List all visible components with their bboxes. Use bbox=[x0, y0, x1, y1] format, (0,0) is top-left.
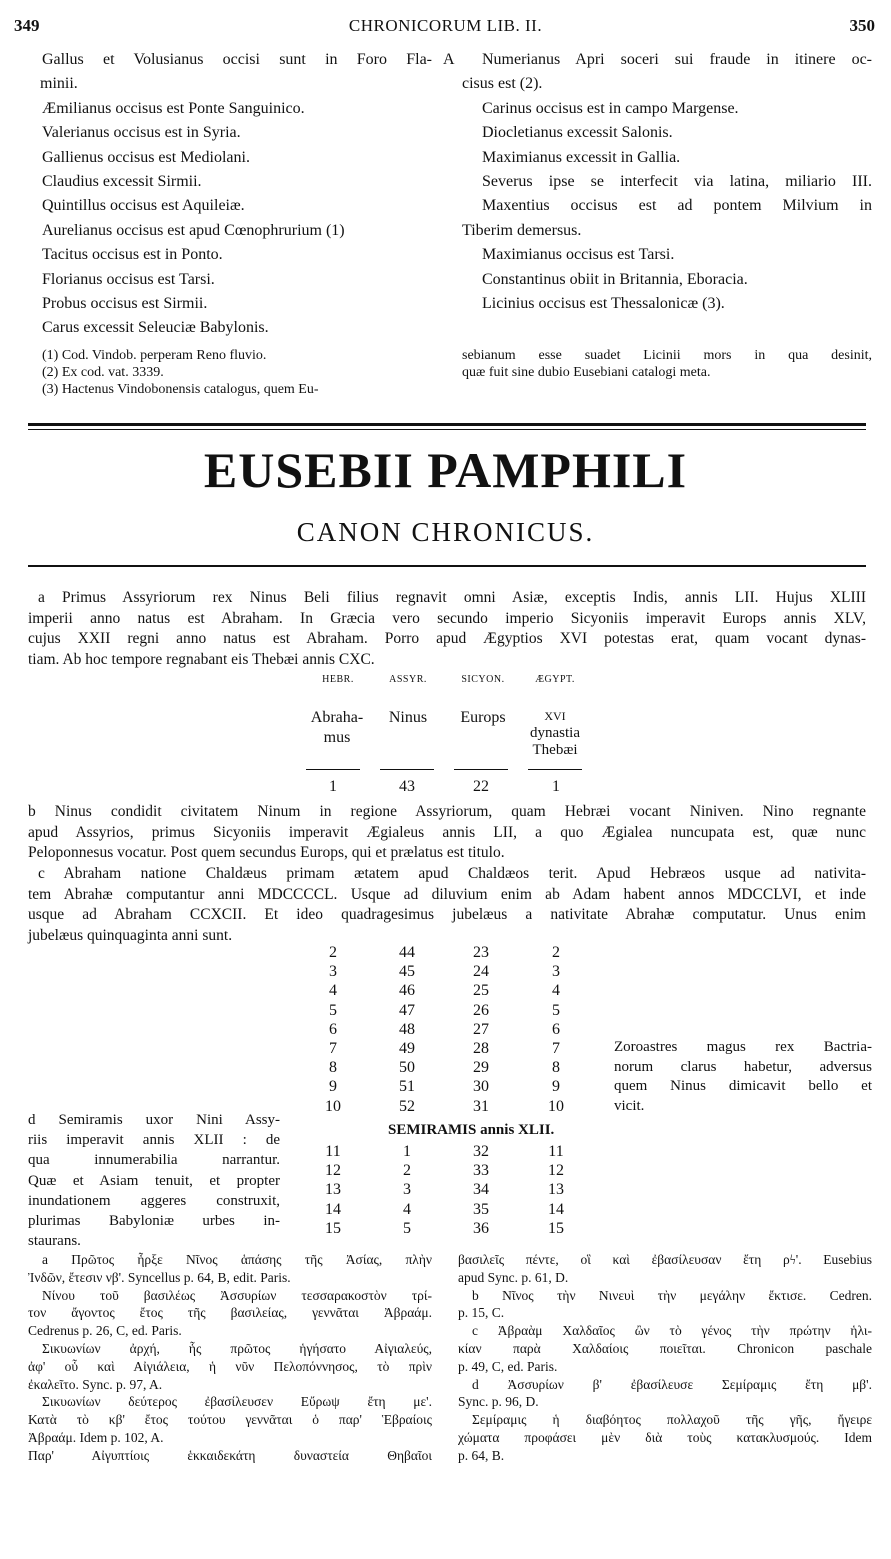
emperor-line: Gallus et Volusianus occisi sunt in Foro Fla- bbox=[42, 51, 432, 68]
greek-note-line: κίαν παρὰ Χαλδαίοις ποιεῖται. Chronicon paschale bbox=[458, 1341, 872, 1356]
paragraph-line: tem Abrahæ computantur anni MDCCCCL. Usque ad diluvium enim ab Adam habent annos MDCCLVI, et inde bbox=[28, 885, 866, 903]
table-cell: 24 bbox=[473, 963, 489, 981]
table-cell: 35 bbox=[473, 1200, 489, 1218]
table-cell: 32 bbox=[473, 1143, 489, 1160]
emperor-line: Constantinus obiit in Britannia, Eboracia. bbox=[482, 270, 748, 288]
greek-note-line: βασιλεῖς πέντε, οἳ καὶ ἐβασίλευσαν ἔτη ρϟ'. Eusebius bbox=[458, 1252, 872, 1267]
emperor-line: Tacitus occisus est in Ponto. bbox=[42, 246, 223, 264]
greek-note-line: Cedrenus p. 26, C, ed. Paris. bbox=[28, 1323, 182, 1339]
table-cell: 9 bbox=[552, 1078, 560, 1096]
section-divider-thick bbox=[28, 423, 866, 426]
column-header-sicyon: SICYON. bbox=[461, 674, 505, 685]
table-cell: 46 bbox=[399, 982, 415, 1000]
greek-note-line: p. 15, C. bbox=[458, 1305, 505, 1321]
table-cell: 43 bbox=[399, 778, 415, 795]
greek-note-line: ἐκαλεῖτο. Sync. p. 97, A. bbox=[28, 1376, 163, 1392]
emperor-line: Gallienus occisus est Mediolani. bbox=[42, 148, 250, 166]
table-cell: 44 bbox=[399, 944, 415, 961]
column-header-hebr: HEBR. bbox=[322, 674, 354, 685]
emperor-line: Numerianus Apri soceri sui fraude in itinere oc- bbox=[482, 51, 872, 68]
paragraph-line: apud Assyrios, primus Sicyoniis imperavit Ægialeus annis LII, a quo Ægialea nuncupata est, quæ nunc bbox=[28, 823, 866, 841]
table-cell: 3 bbox=[329, 963, 337, 981]
left-page-number: 349 bbox=[14, 16, 40, 35]
emperor-line: Florianus occisus est Tarsi. bbox=[42, 270, 215, 288]
name-assyr: Ninus bbox=[388, 709, 428, 726]
greek-note-line: Σικυωνίων ἀρχή, ἧς πρῶτος ἡγήσατο Αἰγιαλεύς, bbox=[42, 1341, 432, 1356]
greek-note-line: Σεμίραμις ἡ διαβόητος πολλαχοῦ τῆς γῆς, ἤγειρε bbox=[472, 1412, 872, 1428]
table-cell: 27 bbox=[473, 1020, 489, 1038]
table-cell: 36 bbox=[473, 1219, 489, 1237]
table-cell: 9 bbox=[329, 1078, 337, 1096]
emperor-line: minii. bbox=[40, 75, 78, 93]
table-cell: 5 bbox=[403, 1219, 411, 1237]
greek-note-line: p. 64, B. bbox=[458, 1447, 505, 1463]
emperor-line: Aurelianus occisus est apud Cœnophrurium (1) bbox=[42, 221, 345, 239]
paragraph-line: imperii anno natus est Abraham. In Græcia vero secundo imperio Sicyoniis imperavit Europs annis XLV, bbox=[28, 609, 866, 627]
sub-title: CANON CHRONICUS. bbox=[296, 517, 595, 547]
table-cell: 7 bbox=[329, 1040, 337, 1057]
table-cell: 11 bbox=[548, 1143, 564, 1160]
table-cell: 4 bbox=[403, 1200, 411, 1218]
greek-note-line: τον ἄγοντος ἔτος τῆς βασιλείας, γεννᾶται Ἀβραάμ. bbox=[28, 1305, 432, 1321]
note-line: staurans. bbox=[28, 1233, 81, 1250]
table-cell: 13 bbox=[548, 1181, 564, 1199]
table-cell: 52 bbox=[399, 1097, 415, 1115]
table-cell: 1 bbox=[552, 778, 560, 795]
footnote-line: (2) Ex cod. vat. 3339. bbox=[42, 365, 164, 380]
greek-note-line: Ἀβραάμ. Idem p. 102, A. bbox=[28, 1430, 164, 1445]
emperor-line: Æmilianus occisus est Ponte Sanguinico. bbox=[42, 99, 305, 117]
table-rule bbox=[306, 769, 360, 770]
emperor-line: cisus est (2). bbox=[462, 75, 543, 93]
table-cell: 45 bbox=[399, 963, 415, 981]
name-sicyon: Europs bbox=[460, 709, 506, 726]
semiramis-heading: SEMIRAMIS annis XLII. bbox=[388, 1122, 555, 1138]
table-cell: 2 bbox=[403, 1162, 411, 1180]
table-cell: 29 bbox=[473, 1059, 489, 1077]
emperor-line: Quintillus occisus est Aquileiæ. bbox=[42, 197, 245, 215]
paragraph-line: Peloponnesus vocatur. Post quem secundus Europs, qui et prælatus est titulo. bbox=[28, 844, 505, 861]
table-cell: 1 bbox=[329, 778, 337, 795]
emperor-line: Maximianus excessit in Gallia. bbox=[482, 148, 681, 166]
table-cell: 23 bbox=[473, 944, 489, 961]
table-cell: 50 bbox=[399, 1059, 415, 1077]
greek-note-line: Σικυωνίων δεύτερος ἐβασίλευσεν Εὔρωψ ἔτη με'. bbox=[42, 1394, 432, 1410]
footnote-line: (3) Hactenus Vindobonensis catalogus, quem Eu- bbox=[42, 382, 319, 397]
emperor-line: Probus occisus est Sirmii. bbox=[42, 295, 208, 312]
table-cell: 3 bbox=[403, 1181, 411, 1199]
table-cell: 26 bbox=[473, 1001, 489, 1019]
table-cell: 5 bbox=[329, 1001, 337, 1019]
note-line: norum clarus habetur, adversus bbox=[614, 1058, 872, 1075]
footnote-line: sebianum esse suadet Licinii mors in qua desinit, bbox=[462, 348, 872, 363]
paragraph-line: c Abraham natione Chaldæus primam ætatem apud Chaldæos terit. Apud Hebræos usque ad nativita- bbox=[38, 865, 866, 882]
note-line: d Semiramis uxor Nini Assy- bbox=[28, 1112, 280, 1128]
table-cell: 22 bbox=[473, 778, 489, 795]
emperor-line: Maxentius occisus est ad pontem Milvium in bbox=[482, 197, 872, 215]
emperor-line: Carus excessit Seleuciæ Babylonis. bbox=[42, 319, 269, 337]
table-cell: 3 bbox=[552, 963, 560, 981]
greek-note-line: a Πρῶτος ἦρξε Νῖνος ἁπάσης τῆς Ἀσίας, πλὴν bbox=[42, 1252, 432, 1267]
greek-note-line: Παρ' Αἰγυπτίοις ἑκκαιδεκάτη δυναστεία Θηβαῖοι bbox=[28, 1447, 432, 1463]
name-hebr: Abraha- mus bbox=[310, 709, 364, 746]
emperor-line: Carinus occisus est in campo Margense. bbox=[482, 99, 739, 117]
note-line: plurimas Babyloniæ urbes in- bbox=[28, 1213, 280, 1229]
emperor-line: Severus ipse se interfecit via latina, miliario III. bbox=[482, 173, 872, 190]
note-line: Zoroastres magus rex Bactria- bbox=[614, 1039, 872, 1055]
footnote-line: (1) Cod. Vindob. perperam Reno fluvio. bbox=[42, 348, 267, 363]
paragraph-line: a Primus Assyriorum rex Ninus Beli filius regnavit omni Asiæ, exceptis Indis, annis LII. Hujus XLIII bbox=[38, 589, 866, 606]
name-aegypt: XVI dynastia Thebæi bbox=[530, 709, 580, 758]
table-rule bbox=[380, 769, 434, 770]
table-cell: 11 bbox=[325, 1143, 341, 1160]
table-cell: 31 bbox=[473, 1097, 489, 1115]
section-divider-thin bbox=[28, 429, 866, 430]
table-cell: 14 bbox=[325, 1200, 341, 1218]
running-title: CHRONICORUM LIB. II. bbox=[348, 16, 543, 35]
table-cell: 30 bbox=[473, 1078, 489, 1096]
table-cell: 13 bbox=[325, 1181, 341, 1199]
paragraph-line: usque ad Abraham CCXCII. Et ideo quadragesimus jubelæus a nativitate Abrahæ computatur. Unus enim bbox=[28, 906, 866, 923]
table-cell: 14 bbox=[548, 1200, 564, 1218]
table-cell: 2 bbox=[552, 944, 560, 961]
column-header-assyr: ASSYR. bbox=[389, 674, 427, 685]
table-cell: 4 bbox=[552, 982, 560, 1000]
emperor-line: Claudius excessit Sirmii. bbox=[42, 173, 202, 190]
table-cell: 6 bbox=[329, 1020, 337, 1038]
table-cell: 2 bbox=[329, 944, 337, 961]
emperor-line: Maximianus occisus est Tarsi. bbox=[482, 246, 675, 264]
table-cell: 10 bbox=[325, 1097, 341, 1115]
greek-note-line: c Ἀβραὰμ Χαλδαῖος ὢν τὸ γένος τὴν πρώτην ἡλι- bbox=[472, 1323, 872, 1339]
table-cell: 8 bbox=[329, 1059, 337, 1077]
table-cell: 15 bbox=[325, 1219, 341, 1237]
note-line: qua innumerabilia narrantur. bbox=[28, 1152, 280, 1169]
greek-note-line: apud Sync. p. 61, D. bbox=[458, 1269, 569, 1285]
right-page-number: 350 bbox=[849, 16, 875, 35]
note-line: Quæ et Asiam tenuit, et propter bbox=[28, 1172, 280, 1189]
title-underline bbox=[28, 565, 866, 567]
greek-note-line: Κατὰ τὸ κβ' ἔτος τούτου γεννᾶται ὁ παρ' Ἑβραίοις bbox=[28, 1412, 432, 1428]
note-line: inundationem aggeres construxit, bbox=[28, 1192, 280, 1209]
column-header-aegypt: ÆGYPT. bbox=[535, 674, 575, 685]
table-cell: 1 bbox=[403, 1143, 411, 1160]
table-rule bbox=[528, 769, 582, 770]
table-cell: 15 bbox=[548, 1219, 564, 1237]
greek-note-line: d Ἀσσυρίων β' ἐβασίλευσε Σεμίραμις ἔτη μβ'. bbox=[472, 1376, 872, 1392]
table-cell: 4 bbox=[329, 982, 337, 1000]
table-cell: 12 bbox=[325, 1162, 341, 1180]
table-cell: 49 bbox=[399, 1040, 415, 1057]
greek-note-line: ἀφ' οὗ καὶ Αἰγιάλεια, ἡ νῦν Πελοπόννησος, τὸ πρὶν bbox=[28, 1358, 432, 1374]
main-title: EUSEBII PAMPHILI bbox=[203, 442, 688, 498]
table-cell: 7 bbox=[552, 1040, 560, 1057]
emperor-line: Diocletianus excessit Salonis. bbox=[482, 124, 673, 142]
table-cell: 34 bbox=[473, 1181, 489, 1199]
table-cell: 51 bbox=[399, 1078, 415, 1096]
emperor-line: Licinius occisus est Thessalonicæ (3). bbox=[482, 295, 725, 312]
table-cell: 5 bbox=[552, 1001, 560, 1019]
greek-note-line: χώματα προφάσει μὲν διὰ τοὺς κατακλυσμούς. Idem bbox=[458, 1430, 872, 1445]
greek-note-line: b Νῖνος τὴν Νινευὶ τὴν μεγάλην ἔκτισε. Cedren. bbox=[472, 1287, 872, 1303]
paragraph-line: b Ninus condidit civitatem Ninum in regione Assyriorum, quam Hebræi vocant Niniven. Nino regnante bbox=[28, 803, 866, 820]
table-cell: 48 bbox=[399, 1020, 415, 1038]
emperor-line: Valerianus occisus est in Syria. bbox=[42, 124, 241, 142]
paragraph-line: jubelæus quinquaginta anni sunt. bbox=[28, 926, 233, 944]
note-line: riis imperavit annis XLII : de bbox=[28, 1132, 280, 1149]
table-cell: 8 bbox=[552, 1059, 560, 1077]
greek-note-line: Ἰνδῶν, ἔτεσιν νβ'. Syncellus p. 64, B, edit. Paris. bbox=[28, 1269, 291, 1285]
greek-note-line: Sync. p. 96, D. bbox=[458, 1394, 539, 1410]
greek-note-line: Νίνου τοῦ βασιλέως Ἀσσυρίων τεσσαρακοστὸν τρί- bbox=[42, 1287, 432, 1303]
table-cell: 12 bbox=[548, 1162, 564, 1180]
table-cell: 33 bbox=[473, 1162, 489, 1180]
emperor-line: Tiberim demersus. bbox=[462, 221, 582, 239]
table-cell: 10 bbox=[548, 1097, 564, 1115]
greek-note-line: p. 49, C, ed. Paris. bbox=[458, 1358, 558, 1374]
table-cell: 28 bbox=[473, 1040, 489, 1057]
table-cell: 6 bbox=[552, 1020, 560, 1038]
footnote-line: quæ fuit sine dubio Eusebiani catalogi meta. bbox=[462, 365, 711, 380]
paragraph-line: cujus XXII regni anno natus est Abraham. Porro apud Ægyptios XVI potestas erat, quam vocant dynas- bbox=[28, 630, 866, 647]
note-line: quem Ninus dimicavit bello et bbox=[614, 1078, 872, 1094]
paragraph-line: tiam. Ab hoc tempore regnabant eis Thebæi annis CXC. bbox=[28, 650, 375, 668]
table-cell: 25 bbox=[473, 982, 489, 1000]
note-line: vicit. bbox=[614, 1097, 645, 1114]
table-rule bbox=[454, 769, 508, 770]
table-cell: 47 bbox=[399, 1001, 415, 1019]
column-marker-a: A bbox=[443, 51, 455, 68]
